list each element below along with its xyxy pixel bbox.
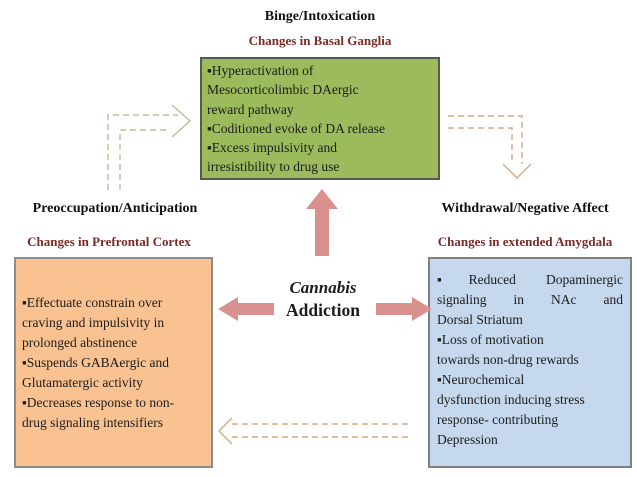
dashed-arrow-left-chevron [172,105,190,137]
up-arrow [306,189,338,256]
box-text-line: ▪Loss of motivation [437,332,544,347]
box-text-line: dysfunction inducing stress [437,392,585,407]
box-text-line: signaling in NAc and [437,292,623,307]
box-text-line: Mesocorticolimbic DAergic [207,82,359,98]
box-text-line: ▪Excess impulsivity and [207,140,338,156]
stage-subtitle-prefrontal-cortex: Changes in Prefrontal Cortex [27,234,191,249]
stage-subtitle-extended-amygdala: Changes in extended Amygdala [437,234,613,249]
box-text-line: ▪Suspends GABAergic and [22,355,170,370]
dashed-arrow-right-outer [448,116,522,164]
dashed-arrow-bottom-chevron [219,418,232,444]
box-text-line: Dorsal Striatum [437,312,523,327]
box-text-line: ▪Reduced Dopaminergic [437,272,623,287]
box-text-line: irresistibility to drug use [207,159,340,175]
center-label-addiction: Addiction [286,300,360,320]
box-text-line: ▪Neurochemical [437,372,525,387]
box-text-line: Depression [437,432,498,447]
center-label [250,276,396,322]
box-text-line: drug signaling intensifiers [22,415,163,430]
dashed-arrow-left-outer [108,115,178,190]
box-text-line: ▪Effectuate constrain over [22,295,163,310]
box-text-line: response- contributing [437,412,559,427]
center-label-cannabis: Cannabis [289,278,357,297]
stage-title-binge-intoxication: Binge/Intoxication [264,9,376,24]
basal-ganglia-box [200,57,440,180]
box-text-line: craving and impulsivity in [22,315,165,330]
dashed-arrow-right-inner [448,128,512,161]
stage-title-withdrawal-negative-affect: Withdrawal/Negative Affect [441,201,609,216]
prefrontal-cortex-box [14,257,213,468]
box-text-line: towards non-drug rewards [437,352,579,367]
box-text-line: ▪Coditioned evoke of DA release [207,120,385,136]
dashed-arrow-left-inner [120,130,170,190]
box-text-line: ▪Decreases response to non- [22,395,175,410]
dashed-arrow-right-chevron [503,164,531,178]
box-text-line: ▪Hyperactivation of [207,63,314,78]
box-text-line: Glutamatergic activity [22,375,143,390]
box-text-line: reward pathway [207,101,294,117]
stage-subtitle-basal-ganglia: Changes in Basal Ganglia [248,33,392,48]
box-text-line: prolonged abstinence [22,335,138,350]
extended-amygdala-box [428,257,632,468]
stage-title-preoccupation-anticipation: Preoccupation/Anticipation [32,201,198,216]
